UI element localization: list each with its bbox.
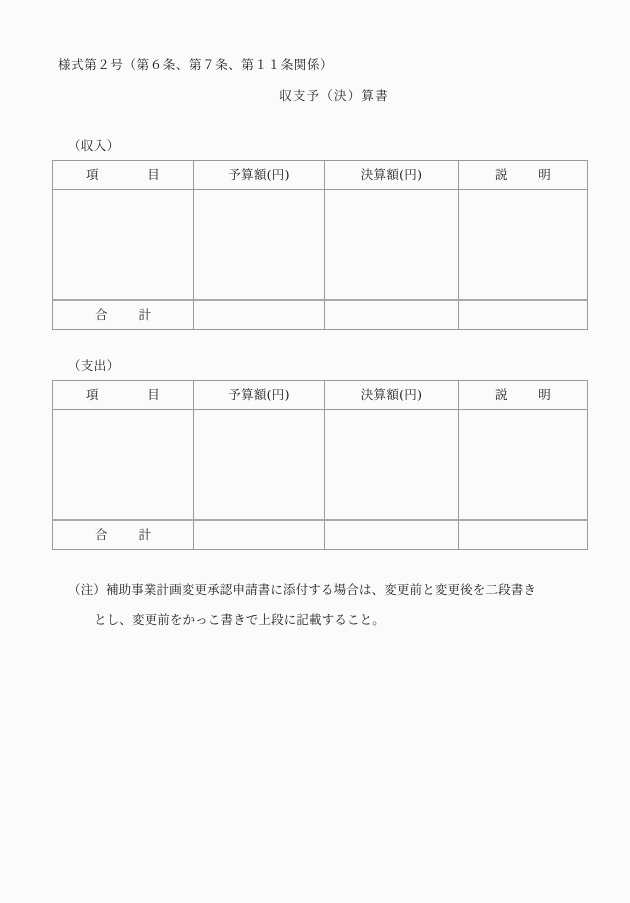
cell-description[interactable] <box>459 190 588 301</box>
cell-settlement[interactable] <box>325 410 459 521</box>
cell-item[interactable] <box>53 410 194 521</box>
total-cell-description[interactable] <box>459 300 588 330</box>
header-item-char-2: 目 <box>147 167 160 182</box>
header-cell-description <box>459 161 588 190</box>
table-row <box>53 190 588 301</box>
total-cell-settlement[interactable] <box>325 300 459 330</box>
header-description-char-2: 明 <box>538 387 551 402</box>
header-item-char-1: 項 <box>86 387 148 402</box>
total-cell-description[interactable] <box>459 520 588 550</box>
total-label-cell <box>53 300 194 330</box>
footnote-line-2: とし、変更前をかっこ書きで上段に記載すること。 <box>94 612 385 627</box>
table-total-row <box>53 300 588 330</box>
total-cell-budget[interactable] <box>194 520 325 550</box>
total-label-char-2: 計 <box>138 307 151 322</box>
header-cell-settlement: 決算額(円) <box>325 161 459 190</box>
cell-budget[interactable] <box>194 190 325 301</box>
total-label-char-1: 合 <box>95 527 139 542</box>
total-cell-budget[interactable] <box>194 300 325 330</box>
income-table <box>52 160 588 330</box>
header-cell-item <box>53 161 194 190</box>
header-cell-budget: 予算額(円) <box>194 381 325 410</box>
section-label-income: （収入） <box>68 138 120 153</box>
total-label-char-2: 計 <box>138 527 151 542</box>
table-total-row <box>53 520 588 550</box>
footnote <box>68 575 578 635</box>
header-cell-budget: 予算額(円) <box>194 161 325 190</box>
total-label-cell <box>53 520 194 550</box>
form-number: 様式第２号（第６条、第７条、第１１条関係） <box>58 57 334 72</box>
table-header-row <box>53 381 588 410</box>
cell-item[interactable] <box>53 190 194 301</box>
header-cell-item <box>53 381 194 410</box>
section-label-expense: （支出） <box>68 358 120 373</box>
document-title: 収支予（決）算書 <box>279 88 389 103</box>
header-description-char-1: 説 <box>495 387 539 402</box>
table-header-row <box>53 161 588 190</box>
header-item-char-2: 目 <box>147 387 160 402</box>
header-cell-description <box>459 381 588 410</box>
cell-budget[interactable] <box>194 410 325 521</box>
total-cell-settlement[interactable] <box>325 520 459 550</box>
cell-description[interactable] <box>459 410 588 521</box>
total-label-char-1: 合 <box>95 307 139 322</box>
header-cell-settlement: 決算額(円) <box>325 381 459 410</box>
header-item-char-1: 項 <box>86 167 148 182</box>
table-row <box>53 410 588 521</box>
header-description-char-1: 説 <box>495 167 539 182</box>
footnote-line-1: （注）補助事業計画変更承認申請書に添付する場合は、変更前と変更後を二段書き <box>68 582 537 597</box>
header-description-char-2: 明 <box>538 167 551 182</box>
expense-table <box>52 380 588 550</box>
cell-settlement[interactable] <box>325 190 459 301</box>
